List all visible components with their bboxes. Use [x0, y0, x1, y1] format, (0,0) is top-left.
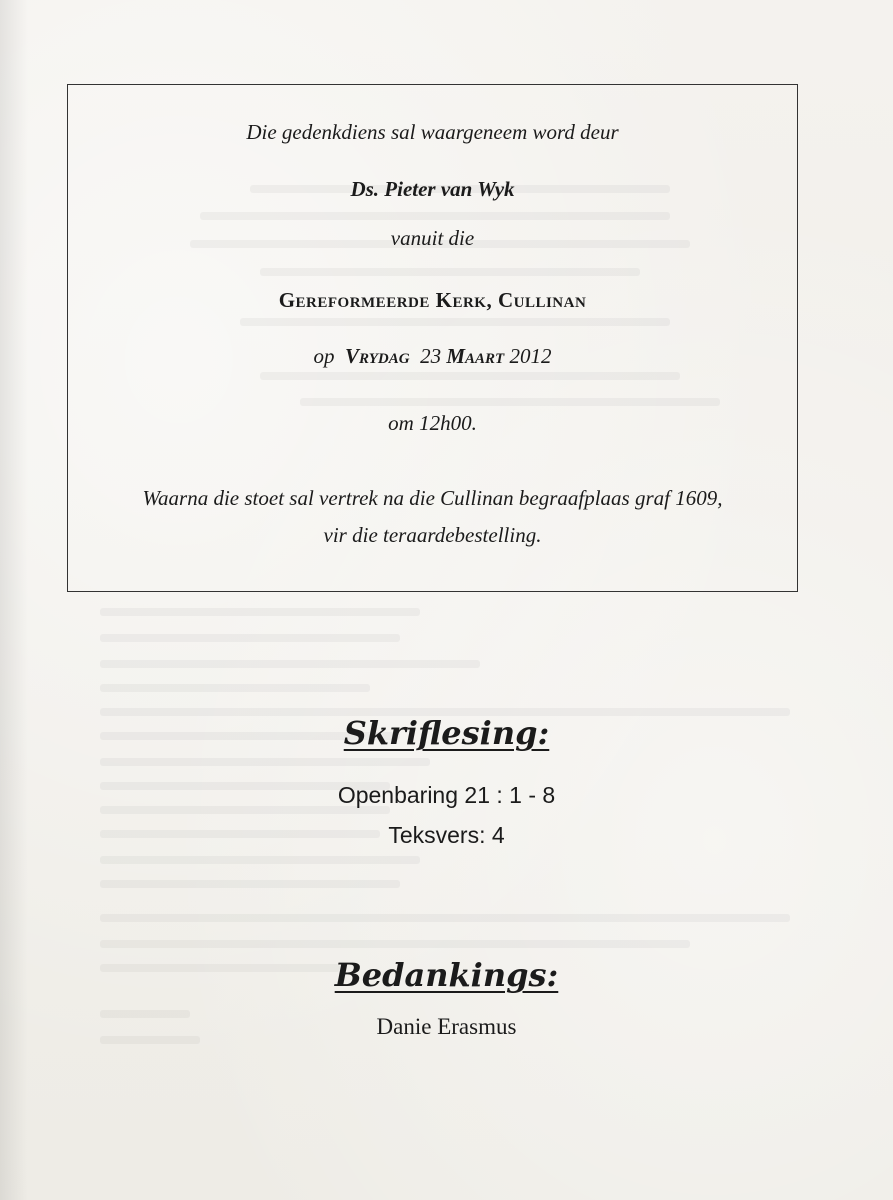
from-text: vanuit die	[390, 226, 475, 250]
date-year: 2012	[509, 344, 552, 368]
thanks-heading: Bedankings:	[334, 956, 559, 994]
scripture-heading: Skriflesing:	[343, 714, 550, 752]
procession-text-line2: vir die teraardebestelling.	[323, 523, 542, 547]
procession-text-line1: Waarna die stoet sal vertrek na die Cullinan begraafplaas graf 1609,	[142, 486, 723, 510]
text-verse: Teksvers: 4	[388, 822, 505, 848]
service-time: om 12h00.	[388, 411, 477, 435]
officiant-name: Ds. Pieter van Wyk	[350, 177, 515, 201]
service-intro-text: Die gedenkdiens sal waargeneem word deur	[246, 120, 619, 144]
service-date	[68, 343, 797, 369]
church-name: Gereformeerde Kerk, Cullinan	[278, 288, 587, 312]
memorial-service-box	[67, 84, 798, 592]
scripture-reading: Openbaring 21 : 1 - 8	[337, 782, 556, 808]
date-daynum: 23	[420, 344, 442, 368]
thanks-name: Danie Erasmus	[376, 1014, 517, 1039]
date-day: Vrydag	[345, 344, 410, 368]
date-prefix: op	[313, 344, 335, 368]
date-month: Maart	[446, 344, 505, 368]
